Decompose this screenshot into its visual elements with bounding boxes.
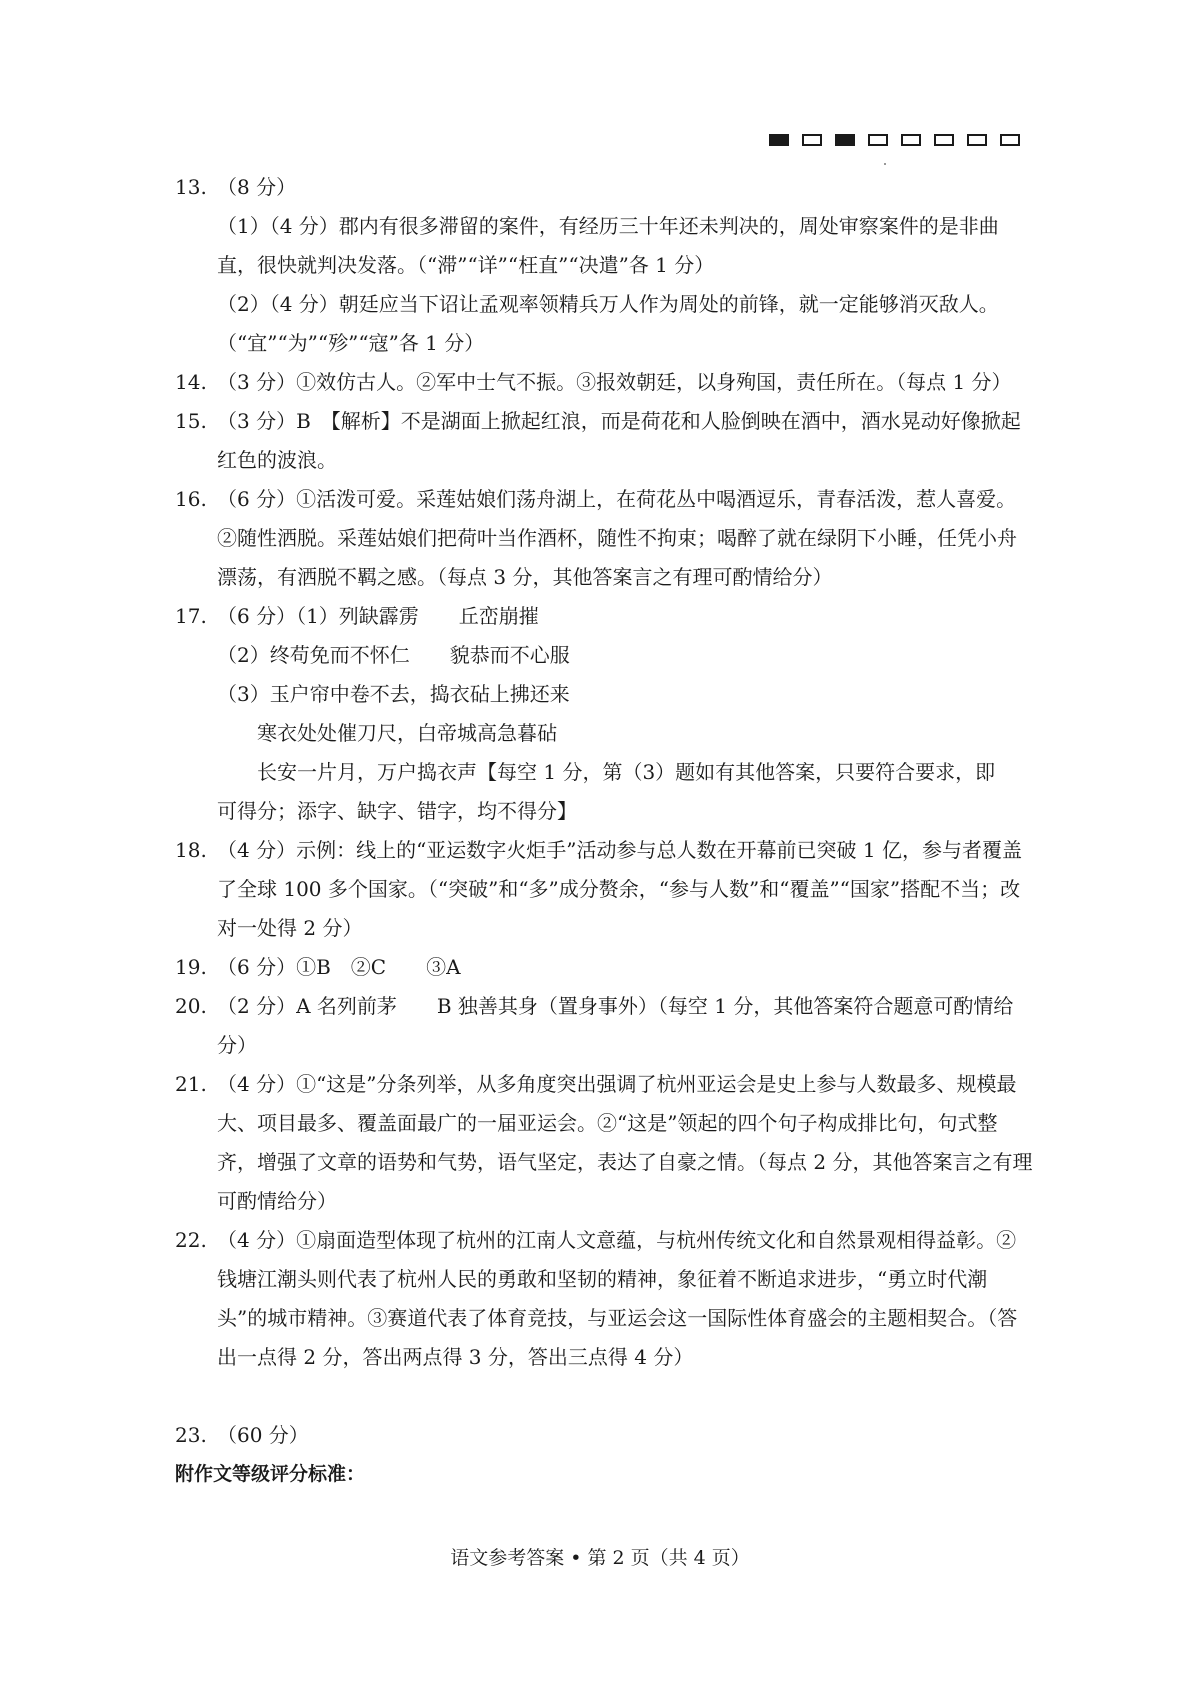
question-19 [175, 948, 1035, 987]
question-number: 19. [175, 955, 207, 979]
question-number: 14. [175, 370, 207, 394]
question-number: 15. [175, 409, 207, 433]
question-17-line-5: 长安一片月，万户捣衣声【每空 1 分，第（3）题如有其他答案，只要符合要求，即 [257, 760, 996, 784]
question-14-answer: （3 分）①效仿古人。②军中士气不振。③报效朝廷，以身殉国，责任所在。（每点 1 分） [217, 370, 1012, 394]
question-22-answer: （4 分）①扇面造型体现了杭州的江南人文意蕴，与杭州传统文化和自然景观相得益彰。②钱塘江潮头则代表了杭州人民的勇敢和坚韧的精神，象征着不断追求进步，“勇立时代潮头”的城市精神。③赛道代表了体育竞技，与亚运会这一国际性体育盛会的主题相契合。（答出一点得 2 分，答出两点得 3 分，答出三点得 4 分） [217, 1228, 1018, 1369]
mark-filled [769, 134, 789, 146]
question-18 [175, 831, 1035, 948]
question-22 [175, 1221, 1035, 1377]
mark-empty [967, 134, 987, 146]
mark-empty [901, 134, 921, 146]
question-17-line-4: 寒衣处处催刀尺，白帝城高急暮砧 [257, 721, 557, 745]
question-15 [175, 402, 1035, 480]
question-number: 20. [175, 994, 207, 1018]
page-footer: 语文参考答案 • 第 2 页（共 4 页） [450, 1547, 750, 1569]
question-number: 23. [175, 1423, 207, 1447]
question-18-answer: （4 分）示例：线上的“亚运数字火炬手”活动参与总人数在开幕前已突破 1 亿，参与者覆盖了全球 100 多个国家。（“突破”和“多”成分赘余，“参与人数”和“覆盖”“国家”搭配不当；改对一处得 2 分） [217, 838, 1022, 940]
answer-sheet-marks [769, 134, 1020, 146]
question-17-line-3: （3）玉户帘中卷不去，捣衣砧上拂还来 [217, 682, 570, 706]
question-15-answer: （3 分）B 【解析】不是湖面上掀起红浪，而是荷花和人脸倒映在酒中，酒水晃动好像掀起红色的波浪。 [217, 409, 1021, 472]
mark-empty [868, 134, 888, 146]
question-19-answer: （6 分）①B ②C ③A [217, 955, 461, 979]
question-14 [175, 363, 1035, 402]
question-23-answer: （60 分） [217, 1423, 309, 1447]
question-number: 17. [175, 604, 207, 628]
question-number: 16. [175, 487, 207, 511]
question-number: 13. [175, 175, 207, 199]
answer-content [175, 168, 1035, 1494]
mark-empty [802, 134, 822, 146]
question-13-head: （8 分） [217, 175, 297, 199]
stray-dot [884, 163, 886, 165]
question-20 [175, 987, 1035, 1065]
question-16 [175, 480, 1035, 597]
question-number: 22. [175, 1228, 207, 1252]
spacer [175, 1377, 1035, 1416]
question-20-answer: （2 分）A 名列前茅 B 独善其身（置身事外）（每空 1 分，其他答案符合题意可酌情给分） [217, 994, 1014, 1057]
question-13 [175, 168, 1035, 363]
question-13-part-2: （2）（4 分）朝廷应当下诏让孟观率领精兵万人作为周处的前锋，就一定能够消灭敌人。（“宜”“为”“殄”“寇”各 1 分） [217, 292, 999, 355]
question-21 [175, 1065, 1035, 1221]
question-17 [175, 597, 1035, 831]
mark-empty [1000, 134, 1020, 146]
question-16-answer: （6 分）①活泼可爱。采莲姑娘们荡舟湖上，在荷花丛中喝酒逗乐，青春活泼，惹人喜爱。②随性洒脱。采莲姑娘们把荷叶当作酒杯，随性不拘束；喝醉了就在绿阴下小睡，任凭小舟漂荡，有洒脱不羁之感。（每点 3 分，其他答案言之有理可酌情给分） [217, 487, 1017, 589]
mark-filled [835, 134, 855, 146]
question-number: 21. [175, 1072, 207, 1096]
question-17-line-6: 可得分；添字、缺字、错字，均不得分】 [217, 799, 577, 823]
mark-empty [934, 134, 954, 146]
question-17-line-2: （2）终苟免而不怀仁 貌恭而不心服 [217, 643, 570, 667]
question-23 [175, 1416, 1035, 1455]
appendix-title: 附作文等级评分标准： [175, 1463, 366, 1485]
question-21-answer: （4 分）①“这是”分条列举，从多角度突出强调了杭州亚运会是史上参与人数最多、规模最大、项目最多、覆盖面最广的一届亚运会。②“这是”领起的四个句子构成排比句，句式整齐，增强了文章的语势和气势，语气坚定，表达了自豪之情。（每点 2 分，其他答案言之有理可酌情给分） [217, 1072, 1033, 1213]
question-17-line-1: （6 分）（1）列缺霹雳 丘峦崩摧 [217, 604, 539, 628]
question-number: 18. [175, 838, 207, 862]
question-13-part-1: （1）（4 分）郡内有很多滞留的案件，有经历三十年还未判决的，周处审察案件的是非曲直，很快就判决发落。（“滞”“详”“枉直”“决遣”各 1 分） [217, 214, 999, 277]
